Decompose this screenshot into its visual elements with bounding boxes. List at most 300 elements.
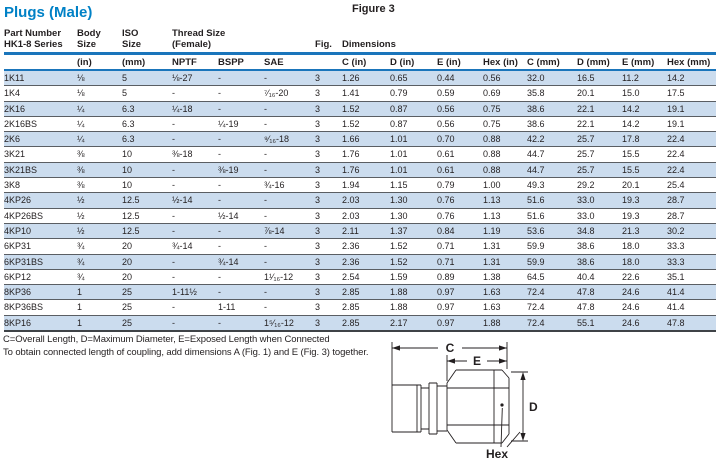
cell-iso-size: 10	[122, 178, 172, 193]
subheader-hex-mm: Hex (mm)	[667, 54, 716, 71]
cell-d-in: 1.88	[390, 300, 437, 315]
cell-iso-size: 6.3	[122, 116, 172, 131]
cell-body-size: ⅜	[77, 178, 122, 193]
cell-thread-nptf: ¼-18	[172, 101, 218, 116]
cell-iso-size: 12.5	[122, 223, 172, 238]
cell-thread-sae: -	[264, 162, 315, 177]
cell-e-in: 0.76	[437, 208, 483, 223]
cell-hex-mm: 25.4	[667, 178, 716, 193]
cell-d-mm: 25.7	[577, 162, 622, 177]
group-header-row	[4, 24, 716, 54]
cell-e-in: 0.70	[437, 132, 483, 147]
cell-thread-nptf: -	[172, 162, 218, 177]
dim-label-c: C	[445, 341, 455, 355]
subheader-blank	[4, 54, 77, 71]
cell-hex-mm: 17.5	[667, 86, 716, 101]
cell-c-in: 2.85	[342, 300, 390, 315]
cell-e-mm: 14.2	[622, 101, 667, 116]
table-row	[4, 285, 716, 300]
cell-thread-bspp: -	[218, 101, 264, 116]
cell-d-mm: 55.1	[577, 315, 622, 331]
cell-thread-sae: -	[264, 147, 315, 162]
subheader-body-in: (in)	[77, 54, 122, 71]
cell-hex-mm: 19.1	[667, 101, 716, 116]
cell-hex-in: 0.88	[483, 147, 527, 162]
cell-d-in: 0.87	[390, 116, 437, 131]
cell-thread-sae: ¾-16	[264, 178, 315, 193]
cell-hex-mm: 22.4	[667, 147, 716, 162]
cell-c-in: 2.85	[342, 285, 390, 300]
cell-c-mm: 38.6	[527, 116, 577, 131]
cell-d-in: 1.37	[390, 223, 437, 238]
cell-part-number: 2K6	[4, 132, 77, 147]
cell-iso-size: 12.5	[122, 208, 172, 223]
cell-hex-in: 1.38	[483, 269, 527, 284]
table-row	[4, 315, 716, 331]
cell-c-mm: 38.6	[527, 101, 577, 116]
cell-c-in: 1.76	[342, 162, 390, 177]
cell-hex-mm: 33.3	[667, 254, 716, 269]
cell-thread-nptf: -	[172, 116, 218, 131]
table-row	[4, 208, 716, 223]
cell-d-in: 0.79	[390, 86, 437, 101]
plugs-table	[4, 24, 716, 332]
cell-iso-size: 5	[122, 86, 172, 101]
cell-e-in: 0.97	[437, 315, 483, 331]
cell-fig: 3	[315, 208, 342, 223]
cell-e-in: 0.79	[437, 178, 483, 193]
cell-thread-sae: -	[264, 285, 315, 300]
cell-d-in: 1.88	[390, 285, 437, 300]
table-body	[4, 70, 716, 331]
cell-e-in: 0.89	[437, 269, 483, 284]
cell-hex-in: 1.13	[483, 208, 527, 223]
page-title: Plugs (Male)	[4, 4, 93, 21]
cell-hex-in: 1.00	[483, 178, 527, 193]
cell-iso-size: 10	[122, 162, 172, 177]
cell-d-mm: 40.4	[577, 269, 622, 284]
cell-e-mm: 17.8	[622, 132, 667, 147]
cell-hex-mm: 28.7	[667, 208, 716, 223]
cell-hex-in: 1.13	[483, 193, 527, 208]
cell-iso-size: 20	[122, 269, 172, 284]
cell-c-in: 2.36	[342, 254, 390, 269]
cell-e-in: 0.76	[437, 193, 483, 208]
cell-thread-nptf: -	[172, 315, 218, 331]
cell-e-mm: 19.3	[622, 193, 667, 208]
cell-c-mm: 72.4	[527, 315, 577, 331]
cell-c-mm: 51.6	[527, 208, 577, 223]
cell-c-in: 1.66	[342, 132, 390, 147]
cell-thread-sae: ⁹⁄₁₆-18	[264, 132, 315, 147]
cell-hex-in: 0.88	[483, 132, 527, 147]
dim-label-e: E	[472, 354, 482, 368]
cell-d-in: 0.65	[390, 70, 437, 86]
cell-hex-mm: 35.1	[667, 269, 716, 284]
cell-part-number: 2K16	[4, 101, 77, 116]
cell-thread-nptf: -	[172, 86, 218, 101]
cell-part-number: 6KP31	[4, 239, 77, 254]
cell-thread-bspp: -	[218, 132, 264, 147]
cell-iso-size: 6.3	[122, 101, 172, 116]
cell-hex-mm: 22.4	[667, 132, 716, 147]
note-line-2: To obtain connected length of coupling, add dimensions A (Fig. 1) and E (Fig. 3) together.	[3, 347, 369, 358]
cell-c-mm: 51.6	[527, 193, 577, 208]
subheader-e-in: E (in)	[437, 54, 483, 71]
cell-d-in: 1.52	[390, 254, 437, 269]
cell-d-mm: 25.7	[577, 147, 622, 162]
cell-part-number: 8KP16	[4, 315, 77, 331]
subheader-d-in: D (in)	[390, 54, 437, 71]
cell-body-size: ⅜	[77, 147, 122, 162]
cell-fig: 3	[315, 269, 342, 284]
cell-body-size: 1	[77, 300, 122, 315]
plug-diagram	[390, 331, 720, 461]
subheader-e-mm: E (mm)	[622, 54, 667, 71]
subheader-d-mm: D (mm)	[577, 54, 622, 71]
cell-d-in: 1.01	[390, 132, 437, 147]
cell-thread-sae: 1⁵⁄₁₆-12	[264, 315, 315, 331]
cell-thread-bspp: -	[218, 70, 264, 86]
cell-e-mm: 11.2	[622, 70, 667, 86]
cell-hex-in: 0.69	[483, 86, 527, 101]
cell-hex-in: 1.88	[483, 315, 527, 331]
cell-fig: 3	[315, 132, 342, 147]
cell-e-mm: 24.6	[622, 300, 667, 315]
table-row	[4, 178, 716, 193]
cell-thread-bspp: -	[218, 285, 264, 300]
cell-fig: 3	[315, 239, 342, 254]
cell-hex-mm: 41.4	[667, 300, 716, 315]
cell-iso-size: 5	[122, 70, 172, 86]
cell-e-mm: 24.6	[622, 285, 667, 300]
cell-thread-bspp: ⅜-19	[218, 162, 264, 177]
cell-iso-size: 25	[122, 300, 172, 315]
cell-hex-mm: 47.8	[667, 315, 716, 331]
cell-d-in: 1.01	[390, 162, 437, 177]
cell-thread-nptf: ⅜-18	[172, 147, 218, 162]
header-body-size: Body Size	[77, 24, 122, 54]
cell-thread-nptf: -	[172, 223, 218, 238]
cell-part-number: 4KP10	[4, 223, 77, 238]
cell-c-in: 1.26	[342, 70, 390, 86]
table-row	[4, 254, 716, 269]
cell-e-mm: 15.5	[622, 162, 667, 177]
cell-hex-in: 0.88	[483, 162, 527, 177]
cell-d-mm: 34.8	[577, 223, 622, 238]
cell-iso-size: 25	[122, 315, 172, 331]
cell-fig: 3	[315, 162, 342, 177]
cell-thread-nptf: -	[172, 269, 218, 284]
cell-thread-nptf: 1-11½	[172, 285, 218, 300]
plug-collar	[421, 383, 447, 434]
cell-d-in: 1.59	[390, 269, 437, 284]
cell-c-mm: 44.7	[527, 147, 577, 162]
cell-part-number: 1K4	[4, 86, 77, 101]
table-row	[4, 239, 716, 254]
cell-fig: 3	[315, 300, 342, 315]
cell-thread-bspp: -	[218, 223, 264, 238]
subheader-blank-fig	[315, 54, 342, 71]
cell-e-in: 0.71	[437, 254, 483, 269]
cell-thread-nptf: -	[172, 178, 218, 193]
hex-label: Hex	[485, 447, 509, 461]
header-dimensions: Dimensions	[342, 24, 716, 54]
cell-thread-bspp: ¾-14	[218, 254, 264, 269]
cell-thread-nptf: -	[172, 300, 218, 315]
cell-part-number: 3K21BS	[4, 162, 77, 177]
cell-fig: 3	[315, 193, 342, 208]
cell-c-mm: 53.6	[527, 223, 577, 238]
subheader-c-mm: C (mm)	[527, 54, 577, 71]
cell-thread-bspp: ¼-19	[218, 116, 264, 131]
cell-thread-sae: -	[264, 116, 315, 131]
cell-hex-in: 0.75	[483, 116, 527, 131]
cell-thread-nptf: -	[172, 208, 218, 223]
cell-part-number: 4KP26	[4, 193, 77, 208]
cell-thread-bspp: 1-11	[218, 300, 264, 315]
cell-fig: 3	[315, 101, 342, 116]
cell-hex-mm: 14.2	[667, 70, 716, 86]
cell-body-size: ⅛	[77, 70, 122, 86]
plug-nose	[392, 385, 421, 432]
cell-thread-sae: -	[264, 101, 315, 116]
cell-part-number: 8KP36	[4, 285, 77, 300]
cell-body-size: ½	[77, 208, 122, 223]
cell-fig: 3	[315, 285, 342, 300]
cell-thread-sae: -	[264, 208, 315, 223]
cell-d-mm: 22.1	[577, 116, 622, 131]
cell-thread-bspp: -	[218, 193, 264, 208]
header-iso-size: ISO Size	[122, 24, 172, 54]
cell-part-number: 1K11	[4, 70, 77, 86]
cell-body-size: ¾	[77, 269, 122, 284]
sub-header-row	[4, 54, 716, 71]
cell-c-in: 1.52	[342, 101, 390, 116]
table-row	[4, 86, 716, 101]
table-row	[4, 132, 716, 147]
cell-c-in: 1.41	[342, 86, 390, 101]
cell-d-in: 1.01	[390, 147, 437, 162]
cell-d-mm: 33.0	[577, 208, 622, 223]
subheader-iso-mm: (mm)	[122, 54, 172, 71]
table-row	[4, 300, 716, 315]
cell-thread-nptf: ¾-14	[172, 239, 218, 254]
cell-e-mm: 14.2	[622, 116, 667, 131]
cell-e-mm: 15.0	[622, 86, 667, 101]
cell-thread-bspp: -	[218, 269, 264, 284]
dim-line-d	[511, 372, 528, 441]
cell-hex-mm: 28.7	[667, 193, 716, 208]
table-row	[4, 269, 716, 284]
figure-label: Figure 3	[352, 3, 395, 15]
cell-e-mm: 19.3	[622, 208, 667, 223]
cell-thread-nptf: ⅛-27	[172, 70, 218, 86]
cell-d-in: 2.17	[390, 315, 437, 331]
subheader-hex-in: Hex (in)	[483, 54, 527, 71]
cell-thread-sae: -	[264, 254, 315, 269]
cell-d-in: 0.87	[390, 101, 437, 116]
subheader-nptf: NPTF	[172, 54, 218, 71]
cell-c-mm: 35.8	[527, 86, 577, 101]
dim-label-d: D	[529, 400, 538, 414]
cell-e-in: 0.61	[437, 147, 483, 162]
cell-e-in: 0.59	[437, 86, 483, 101]
cell-d-mm: 38.6	[577, 239, 622, 254]
cell-d-in: 1.30	[390, 193, 437, 208]
cell-e-in: 0.61	[437, 162, 483, 177]
cell-c-in: 2.11	[342, 223, 390, 238]
cell-thread-bspp: -	[218, 315, 264, 331]
cell-iso-size: 20	[122, 239, 172, 254]
cell-thread-sae: -	[264, 239, 315, 254]
cell-e-mm: 20.1	[622, 178, 667, 193]
cell-hex-in: 0.75	[483, 101, 527, 116]
cell-iso-size: 12.5	[122, 193, 172, 208]
cell-hex-in: 1.63	[483, 300, 527, 315]
cell-fig: 3	[315, 147, 342, 162]
table-row	[4, 162, 716, 177]
cell-part-number: 6KP12	[4, 269, 77, 284]
cell-c-in: 2.03	[342, 208, 390, 223]
cell-thread-bspp: -	[218, 178, 264, 193]
cell-d-mm: 20.1	[577, 86, 622, 101]
cell-fig: 3	[315, 223, 342, 238]
cell-c-in: 1.52	[342, 116, 390, 131]
cell-thread-bspp: -	[218, 86, 264, 101]
cell-d-mm: 38.6	[577, 254, 622, 269]
cell-body-size: ¾	[77, 239, 122, 254]
cell-e-in: 0.56	[437, 101, 483, 116]
cell-iso-size: 25	[122, 285, 172, 300]
cell-hex-mm: 22.4	[667, 162, 716, 177]
cell-e-mm: 15.5	[622, 147, 667, 162]
cell-body-size: 1	[77, 315, 122, 331]
cell-d-mm: 29.2	[577, 178, 622, 193]
cell-thread-nptf: ½-14	[172, 193, 218, 208]
cell-hex-in: 1.31	[483, 239, 527, 254]
cell-e-mm: 22.6	[622, 269, 667, 284]
cell-fig: 3	[315, 86, 342, 101]
cell-c-in: 1.76	[342, 147, 390, 162]
cell-body-size: ⅜	[77, 162, 122, 177]
cell-c-mm: 72.4	[527, 300, 577, 315]
cell-d-mm: 16.5	[577, 70, 622, 86]
cell-e-mm: 18.0	[622, 239, 667, 254]
cell-fig: 3	[315, 254, 342, 269]
cell-part-number: 2K16BS	[4, 116, 77, 131]
cell-c-mm: 44.7	[527, 162, 577, 177]
subheader-c-in: C (in)	[342, 54, 390, 71]
cell-c-mm: 64.5	[527, 269, 577, 284]
cell-thread-sae: ⁷⁄₁₆-20	[264, 86, 315, 101]
cell-body-size: ½	[77, 193, 122, 208]
cell-thread-sae: -	[264, 70, 315, 86]
cell-thread-nptf: -	[172, 132, 218, 147]
cell-hex-mm: 33.3	[667, 239, 716, 254]
cell-body-size: ¾	[77, 254, 122, 269]
cell-part-number: 3K8	[4, 178, 77, 193]
cell-e-in: 0.71	[437, 239, 483, 254]
cell-hex-in: 1.19	[483, 223, 527, 238]
cell-hex-mm: 41.4	[667, 285, 716, 300]
cell-thread-sae: ⅞-14	[264, 223, 315, 238]
cell-e-in: 0.97	[437, 300, 483, 315]
cell-hex-mm: 30.2	[667, 223, 716, 238]
table-row	[4, 70, 716, 86]
cell-body-size: ⅛	[77, 86, 122, 101]
table-row	[4, 223, 716, 238]
cell-thread-sae: 1¹⁄₁₆-12	[264, 269, 315, 284]
cell-fig: 3	[315, 315, 342, 331]
table-row	[4, 116, 716, 131]
cell-c-in: 2.85	[342, 315, 390, 331]
table-row	[4, 193, 716, 208]
cell-d-mm: 25.7	[577, 132, 622, 147]
cell-thread-bspp: ½-14	[218, 208, 264, 223]
cell-body-size: ½	[77, 223, 122, 238]
cell-iso-size: 6.3	[122, 132, 172, 147]
cell-part-number: 4KP26BS	[4, 208, 77, 223]
cell-c-in: 2.03	[342, 193, 390, 208]
cell-fig: 3	[315, 178, 342, 193]
cell-iso-size: 20	[122, 254, 172, 269]
table-notes	[3, 333, 403, 359]
table-row	[4, 147, 716, 162]
cell-c-mm: 72.4	[527, 285, 577, 300]
cell-fig: 3	[315, 116, 342, 131]
cell-c-mm: 32.0	[527, 70, 577, 86]
cell-e-mm: 21.3	[622, 223, 667, 238]
cell-d-mm: 47.8	[577, 300, 622, 315]
cell-d-in: 1.15	[390, 178, 437, 193]
cell-c-in: 1.94	[342, 178, 390, 193]
cell-body-size: 1	[77, 285, 122, 300]
cell-c-mm: 42.2	[527, 132, 577, 147]
cell-e-mm: 24.6	[622, 315, 667, 331]
cell-d-mm: 22.1	[577, 101, 622, 116]
cell-thread-bspp: -	[218, 239, 264, 254]
cell-body-size: ¼	[77, 132, 122, 147]
cell-hex-in: 1.31	[483, 254, 527, 269]
cell-iso-size: 10	[122, 147, 172, 162]
cell-hex-in: 1.63	[483, 285, 527, 300]
cell-c-in: 2.54	[342, 269, 390, 284]
cell-e-mm: 18.0	[622, 254, 667, 269]
cell-body-size: ¼	[77, 101, 122, 116]
cell-fig: 3	[315, 70, 342, 86]
cell-e-in: 0.97	[437, 285, 483, 300]
cell-body-size: ¼	[77, 116, 122, 131]
cell-c-in: 2.36	[342, 239, 390, 254]
note-line-1: C=Overall Length, D=Maximum Diameter, E=Exposed Length when Connected	[3, 334, 330, 345]
cell-part-number: 8KP36BS	[4, 300, 77, 315]
cell-c-mm: 49.3	[527, 178, 577, 193]
cell-hex-mm: 19.1	[667, 116, 716, 131]
plug-hex-body	[447, 370, 509, 443]
cell-d-mm: 33.0	[577, 193, 622, 208]
cell-thread-bspp: -	[218, 147, 264, 162]
cell-e-in: 0.84	[437, 223, 483, 238]
cell-d-in: 1.52	[390, 239, 437, 254]
cell-thread-nptf: -	[172, 254, 218, 269]
subheader-sae: SAE	[264, 54, 315, 71]
subheader-bspp: BSPP	[218, 54, 264, 71]
cell-d-mm: 47.8	[577, 285, 622, 300]
cell-c-mm: 59.9	[527, 254, 577, 269]
header-thread-size: Thread Size (Female)	[172, 24, 315, 54]
cell-e-in: 0.44	[437, 70, 483, 86]
